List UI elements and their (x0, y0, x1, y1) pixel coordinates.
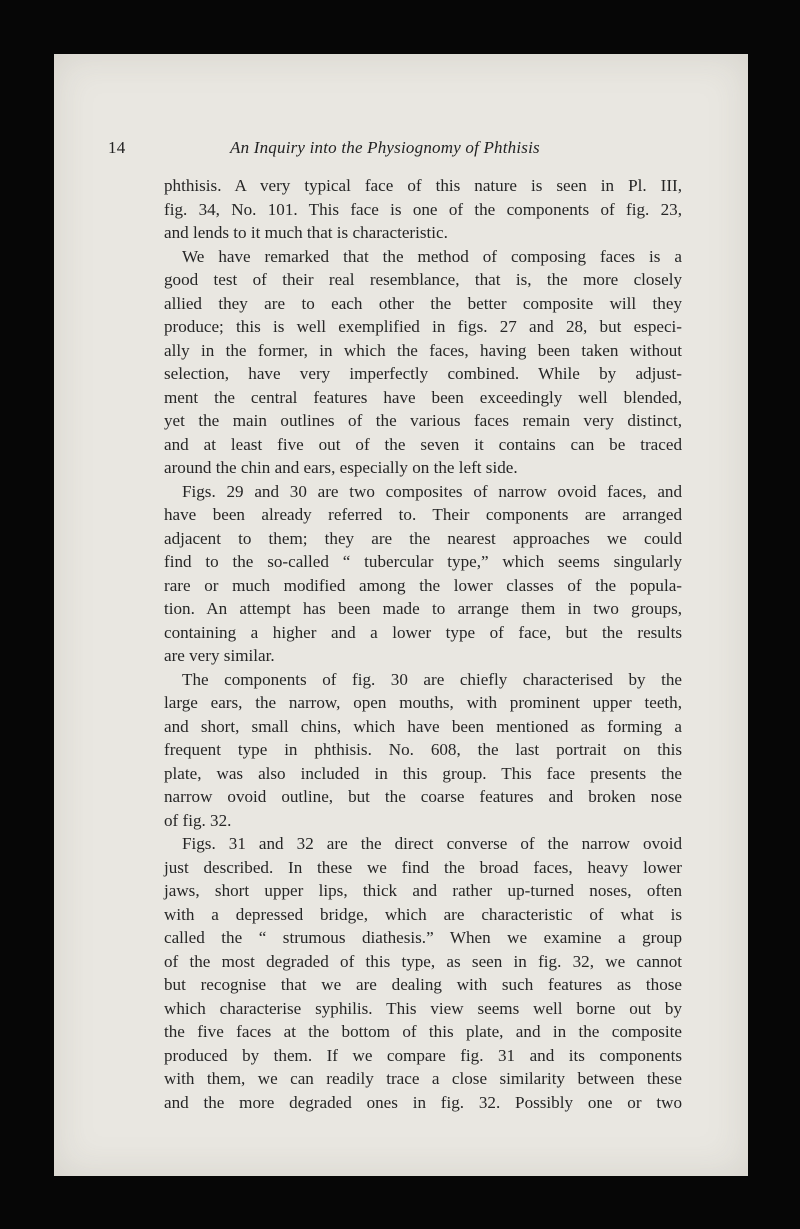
text-line: The components of fig. 30 are chiefly characterised by the (182, 669, 682, 689)
text-line: are very similar. (164, 646, 275, 665)
text-line: the five faces at the bottom of this plate, and in the composite (164, 1022, 682, 1041)
text-line: jaws, short upper lips, thick and rather up-turned noses, often (164, 881, 682, 900)
text-line: with them, we can readily trace a close similarity between these (164, 1069, 682, 1088)
text-line: large ears, the narrow, open mouths, with prominent upper teeth, (164, 693, 682, 712)
running-title: An Inquiry into the Physiognomy of Phthisis (230, 138, 540, 157)
text-line: of the most degraded of this type, as seen in fig. 32, we cannot (164, 951, 682, 971)
text-line: tion. An attempt has been made to arrange them in two groups, (164, 599, 682, 618)
paragraph (164, 668, 682, 833)
text-line: We have remarked that the method of composing faces is a (182, 246, 682, 266)
text-line: containing a higher and a lower type of face, but the results (164, 622, 682, 642)
text-line: phthisis. A very typical face of this nature is seen in Pl. III, (164, 176, 682, 195)
text-line: adjacent to them; they are the nearest approaches we could (164, 528, 682, 548)
body-text (164, 174, 682, 1114)
text-line: yet the main outlines of the various faces remain very distinct, (164, 411, 682, 430)
paragraph (164, 480, 682, 668)
page-number: 14 (108, 138, 126, 157)
text-line: but recognise that we are dealing with such features as those (164, 975, 682, 994)
text-line: and short, small chins, which have been mentioned as forming a (164, 716, 682, 736)
text-line: Figs. 31 and 32 are the direct converse of the narrow ovoid (182, 834, 682, 853)
text-line: called the “ strumous diathesis.” When we examine a group (164, 928, 682, 947)
text-line: rare or much modified among the lower classes of the popula- (164, 575, 682, 595)
text-line: of fig. 32. (164, 810, 232, 830)
text-line: ally in the former, in which the faces, having been taken without (164, 340, 682, 360)
text-line: around the chin and ears, especially on the left side. (164, 458, 518, 477)
text-line: ment the central features have been exceedingly well blended, (164, 387, 682, 407)
text-line: produce; this is well exemplified in figs. 27 and 28, but especi- (164, 317, 682, 336)
paragraph (164, 174, 682, 245)
paragraph (164, 245, 682, 480)
text-line: just described. In these we find the broad faces, heavy lower (164, 857, 682, 877)
text-line: and lends to it much that is characteristic. (164, 223, 448, 242)
text-line: narrow ovoid outline, but the coarse features and broken nose (164, 787, 682, 806)
text-line: good test of their real resemblance, that is, the more closely (164, 270, 682, 289)
text-line: find to the so-called “ tubercular type,” which seems singularly (164, 552, 682, 571)
text-line: plate, was also included in this group. This face presents the (164, 763, 682, 783)
text-line: with a depressed bridge, which are characteristic of what is (164, 904, 682, 924)
text-line: selection, have very imperfectly combined. While by adjust- (164, 364, 682, 383)
text-line: allied they are to each other the better composite will they (164, 293, 682, 313)
paragraph (164, 832, 682, 1114)
text-line: and the more degraded ones in fig. 32. Possibly one or two (164, 1092, 682, 1112)
text-line: fig. 34, No. 101. This face is one of the components of fig. 23, (164, 199, 682, 219)
text-line: have been already referred to. Their components are arranged (164, 505, 682, 524)
text-line: Figs. 29 and 30 are two composites of narrow ovoid faces, and (182, 481, 682, 501)
text-line: and at least five out of the seven it contains can be traced (164, 434, 682, 454)
text-line: which characterise syphilis. This view seems well borne out by (164, 998, 682, 1018)
text-line: produced by them. If we compare fig. 31 and its components (164, 1045, 682, 1065)
text-line: frequent type in phthisis. No. 608, the last portrait on this (164, 740, 682, 759)
